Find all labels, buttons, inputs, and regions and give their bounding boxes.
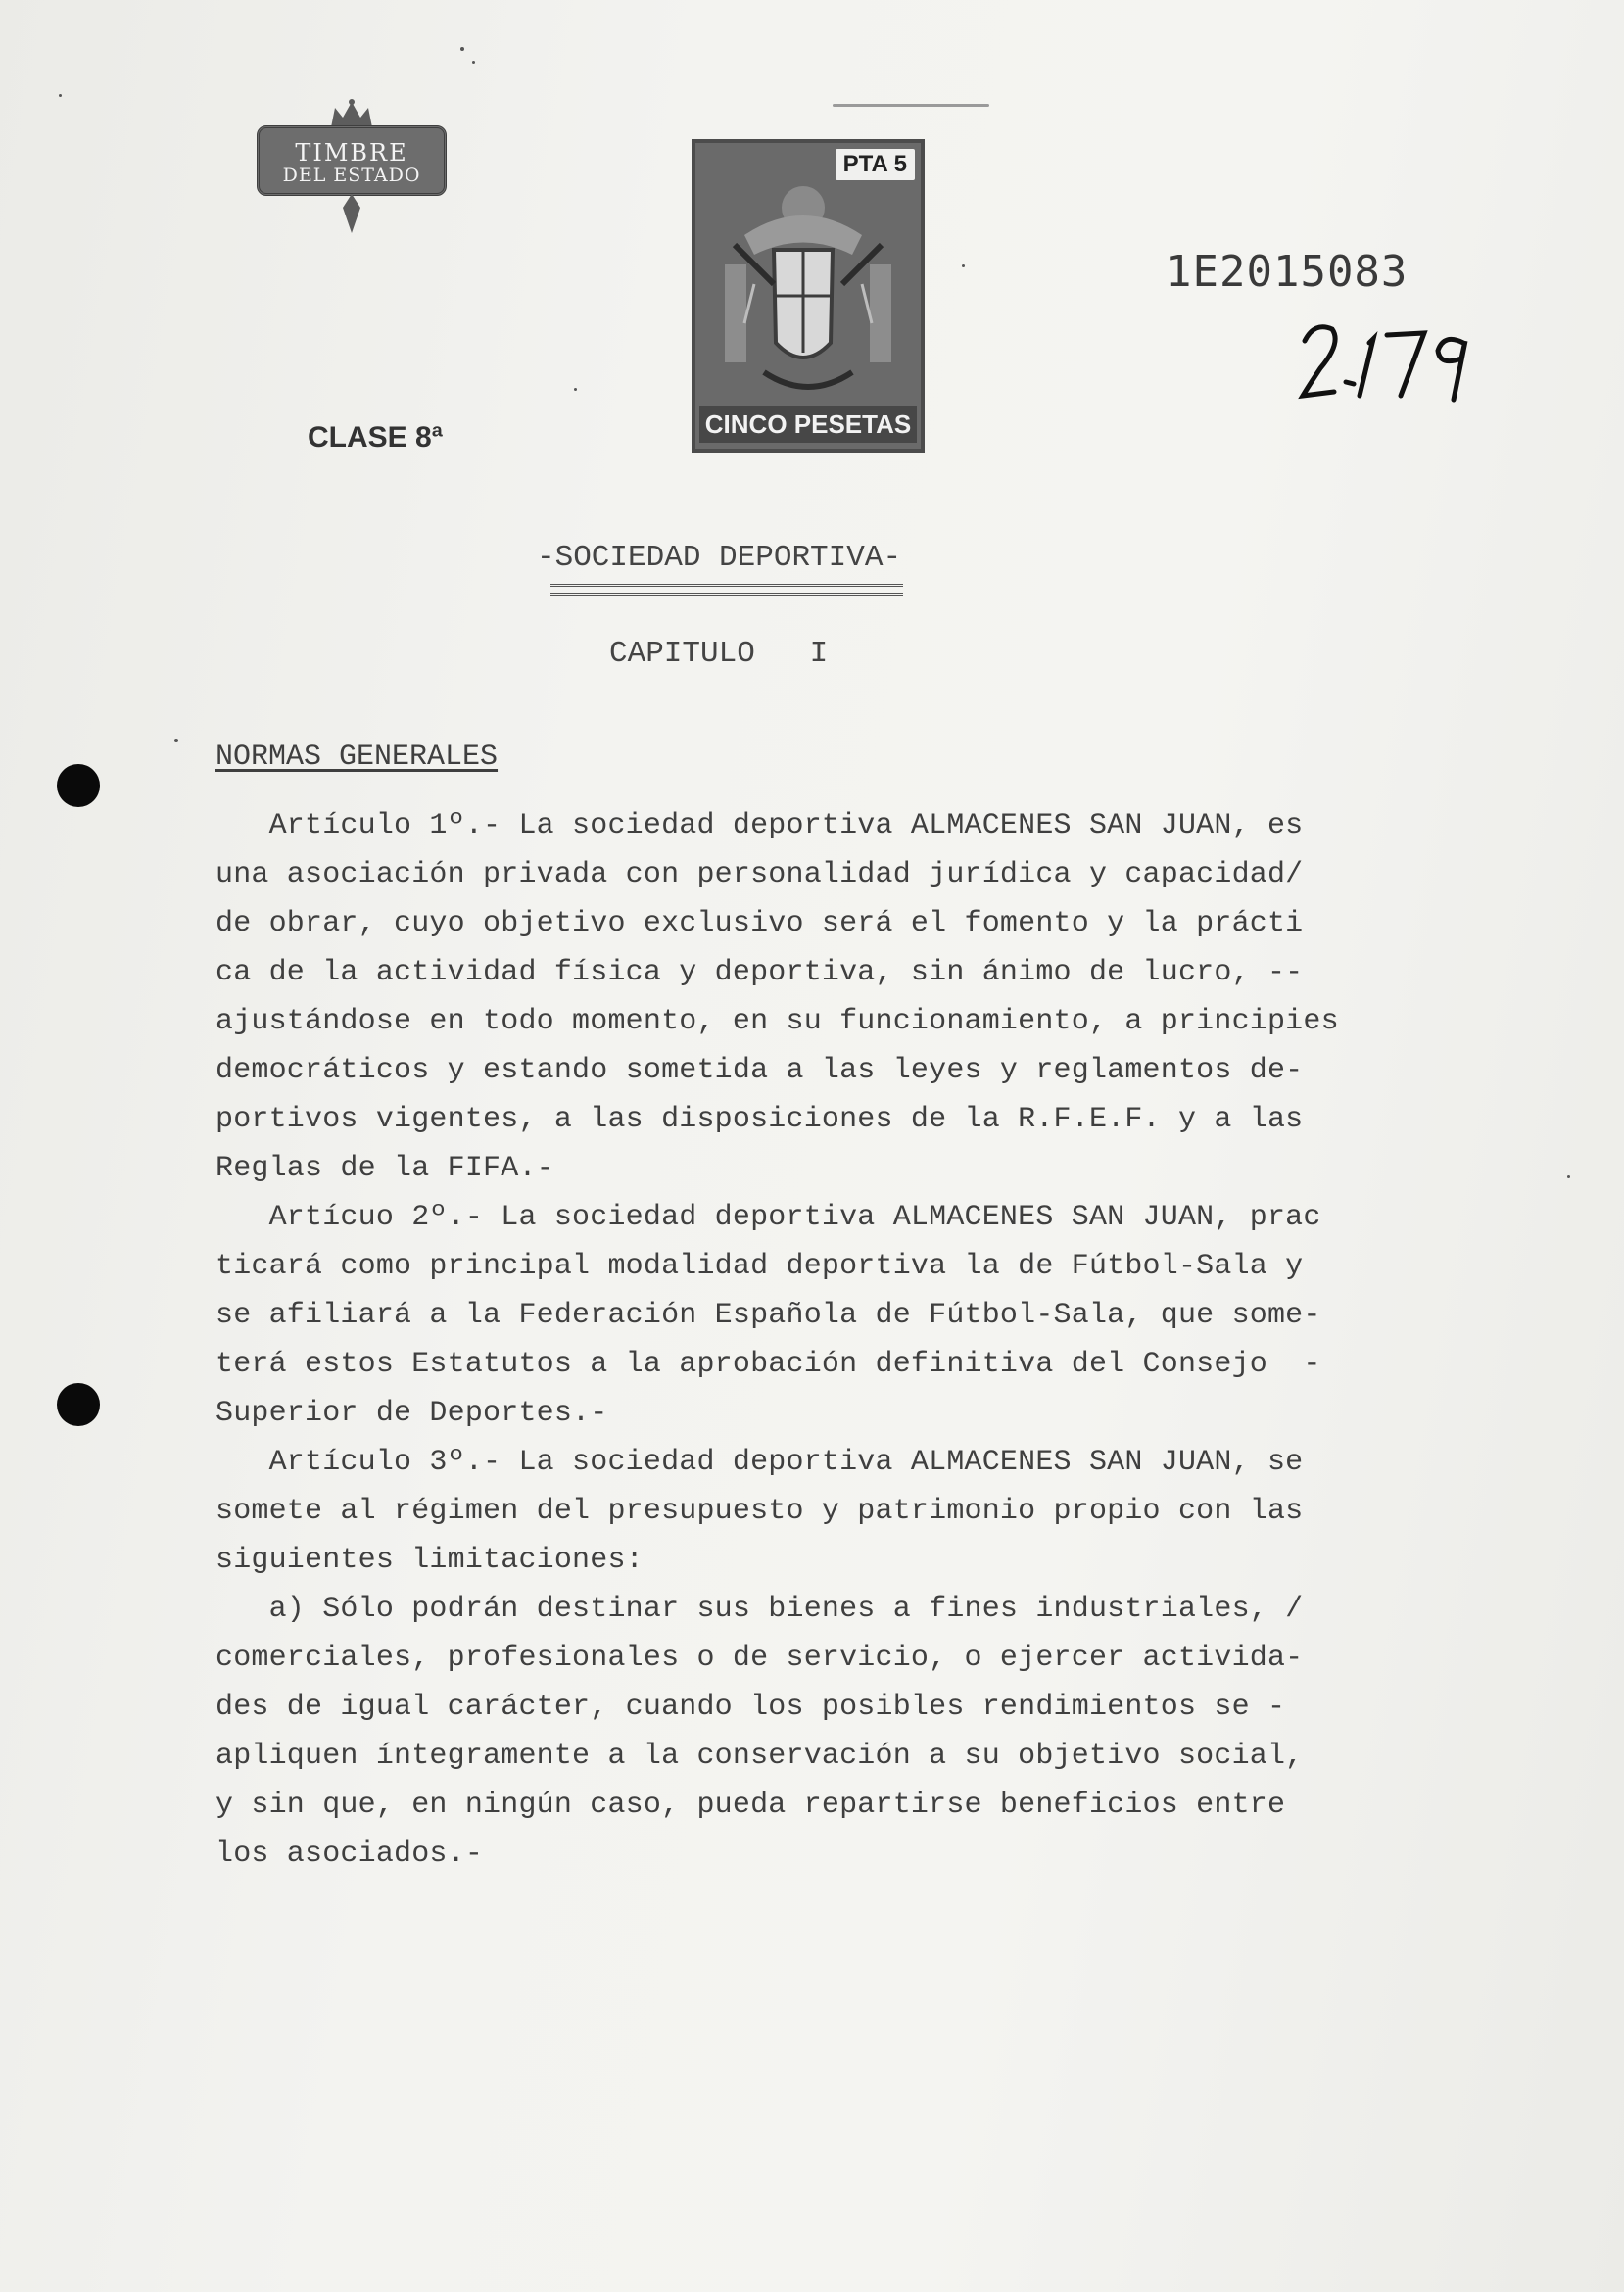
coat-of-arms-icon [705, 176, 911, 407]
handwritten-number [1297, 313, 1493, 411]
document-title: -SOCIEDAD DEPORTIVA- [537, 541, 902, 575]
body-line: se afiliará a la Federación Española de Fútbol-Sala, que some- [215, 1299, 1321, 1332]
section-heading: NORMAS GENERALES [215, 740, 499, 774]
timbre-line2: DEL ESTADO [282, 165, 421, 186]
body-line: apliquen íntegramente a la conservación a su objetivo social, [215, 1740, 1304, 1773]
body-line: comerciales, profesionales o de servicio, o ejercer activida- [215, 1642, 1304, 1675]
body-line: Artículo 1º.- La sociedad deportiva ALMACENES SAN JUAN, es [215, 809, 1304, 842]
punch-hole-top [57, 764, 100, 807]
punch-hole-bottom [57, 1383, 100, 1426]
ornament-icon [337, 194, 366, 233]
stamp-caption: CINCO PESETAS [699, 406, 917, 443]
body-line: des de igual carácter, cuando los posibles rendimientos se - [215, 1691, 1286, 1724]
body-line: democráticos y estando sometida a las leyes y reglamentos de- [215, 1054, 1304, 1087]
body-line: Reglas de la FIFA.- [215, 1152, 554, 1185]
body-line: Artícuo 2º.- La sociedad deportiva ALMACENES SAN JUAN, prac [215, 1201, 1321, 1234]
body-line: de obrar, cuyo objetivo exclusivo será el fomento y la prácti [215, 907, 1304, 940]
body-line: portivos vigentes, a las disposiciones de la R.F.E.F. y a las [215, 1103, 1304, 1136]
timbre-del-estado-emblem [257, 98, 447, 237]
body-line: somete al régimen del presupuesto y patrimonio propio con las [215, 1495, 1304, 1528]
body-line: a) Sólo podrán destinar sus bienes a fines industriales, / [215, 1593, 1304, 1626]
body-line: los asociados.- [215, 1838, 484, 1871]
body-line: ca de la actividad física y deportiva, sin ánimo de lucro, -- [215, 956, 1304, 989]
body-line: ajustándose en todo momento, en su funcionamiento, a principies [215, 1005, 1339, 1038]
body-line: ticará como principal modalidad deportiva la de Fútbol-Sala y [215, 1250, 1304, 1283]
body-line: Superior de Deportes.- [215, 1397, 608, 1430]
body-line: una asociación privada con personalidad jurídica y capacidad/ [215, 858, 1304, 891]
title-underline [550, 584, 903, 596]
class-label: CLASE 8ª [308, 421, 443, 454]
body-line: siguientes limitaciones: [215, 1544, 644, 1577]
body-line: terá estos Estatutos a la aprobación definitiva del Consejo - [215, 1348, 1321, 1381]
stamp-value: PTA 5 [836, 149, 915, 180]
serial-number: 1E2015083 [1166, 247, 1409, 297]
timbre-line1: TIMBRE [295, 139, 408, 167]
chapter-heading: CAPITULO I [609, 637, 829, 671]
body-line: y sin que, en ningún caso, pueda repartirse beneficios entre [215, 1789, 1286, 1822]
body-line: Artículo 3º.- La sociedad deportiva ALMACENES SAN JUAN, se [215, 1446, 1304, 1479]
fiscal-stamp [692, 139, 925, 453]
